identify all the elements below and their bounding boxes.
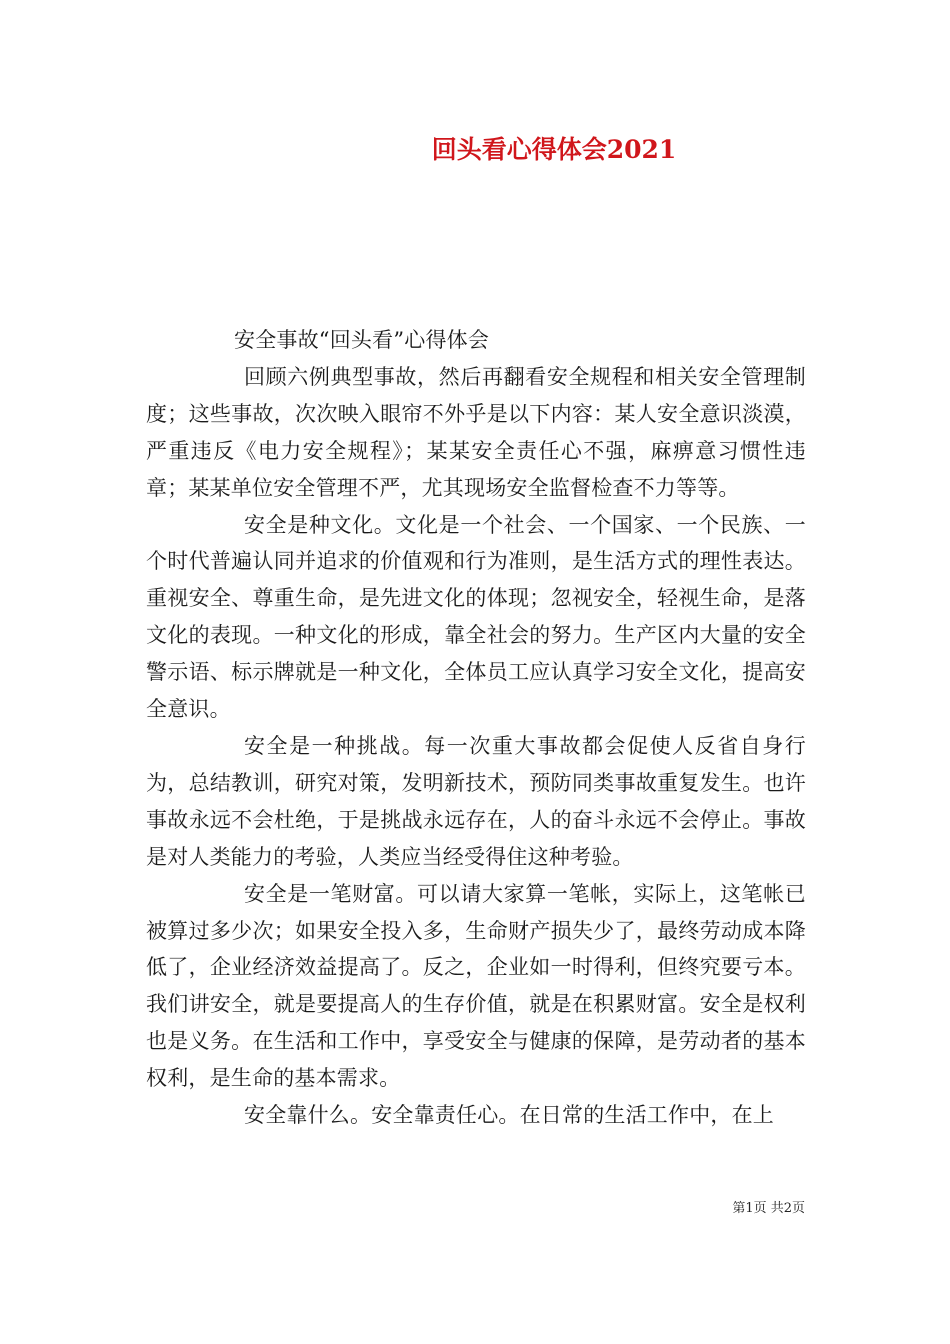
document-subheading: 安全事故“回头看”心得体会 (234, 328, 490, 352)
paragraph-5: 安全靠什么。安全靠责任心。在日常的生活工作中，在上 (244, 1103, 774, 1128)
paragraph-4: 安全是一笔财富。可以请大家算一笔帐，实际上，这笔帐已被算过多少次；如果安全投入多，生命财产损失少了，最终劳动成本降低了，企业经济效益提高了。反之，企业如一时得利，但终究要亏本。我们讲安全，就是要提高人的生存价值，就是在积累财富。安全是权利也是义务。在生活和工作中，享受安全与健康的保障，是劳动者的基本权利，是生命的基本需求。 (146, 881, 806, 1091)
page-number: 第1页 共2页 (732, 1201, 805, 1216)
paragraph-1: 回顾六例典型事故，然后再翻看安全规程和相关安全管理制度；这些事故，次次映入眼帘不外乎是以下内容：某人安全意识淡漠，严重违反《电力安全规程》；某某安全责任心不强，麻痹意习惯性违章；某某单位安全管理不严，尤其现场安全监督检查不力等等。 (146, 364, 806, 500)
paragraph-2: 安全是种文化。文化是一个社会、一个国家、一个民族、一个时代普遍认同并追求的价值观和行为准则，是生活方式的理性表达。重视安全、尊重生命，是先进文化的体现；忽视安全，轻视生命，是落文化的表现。一种文化的形成，靠全社会的努力。生产区内大量的安全警示语、标示牌就是一种文化，全体员工应认真学习安全文化，提高安全意识。 (146, 512, 806, 722)
document-title: 回头看心得体会2021 (431, 135, 677, 164)
paragraph-3: 安全是一种挑战。每一次重大事故都会促使人反省自身行为，总结教训，研究对策，发明新技术，预防同类事故重复发生。也许事故永远不会杜绝，于是挑战永远存在，人的奋斗永远不会停止。事故是对人类能力的考验，人类应当经受得住这种考验。 (146, 733, 806, 869)
document-body (146, 322, 806, 1134)
